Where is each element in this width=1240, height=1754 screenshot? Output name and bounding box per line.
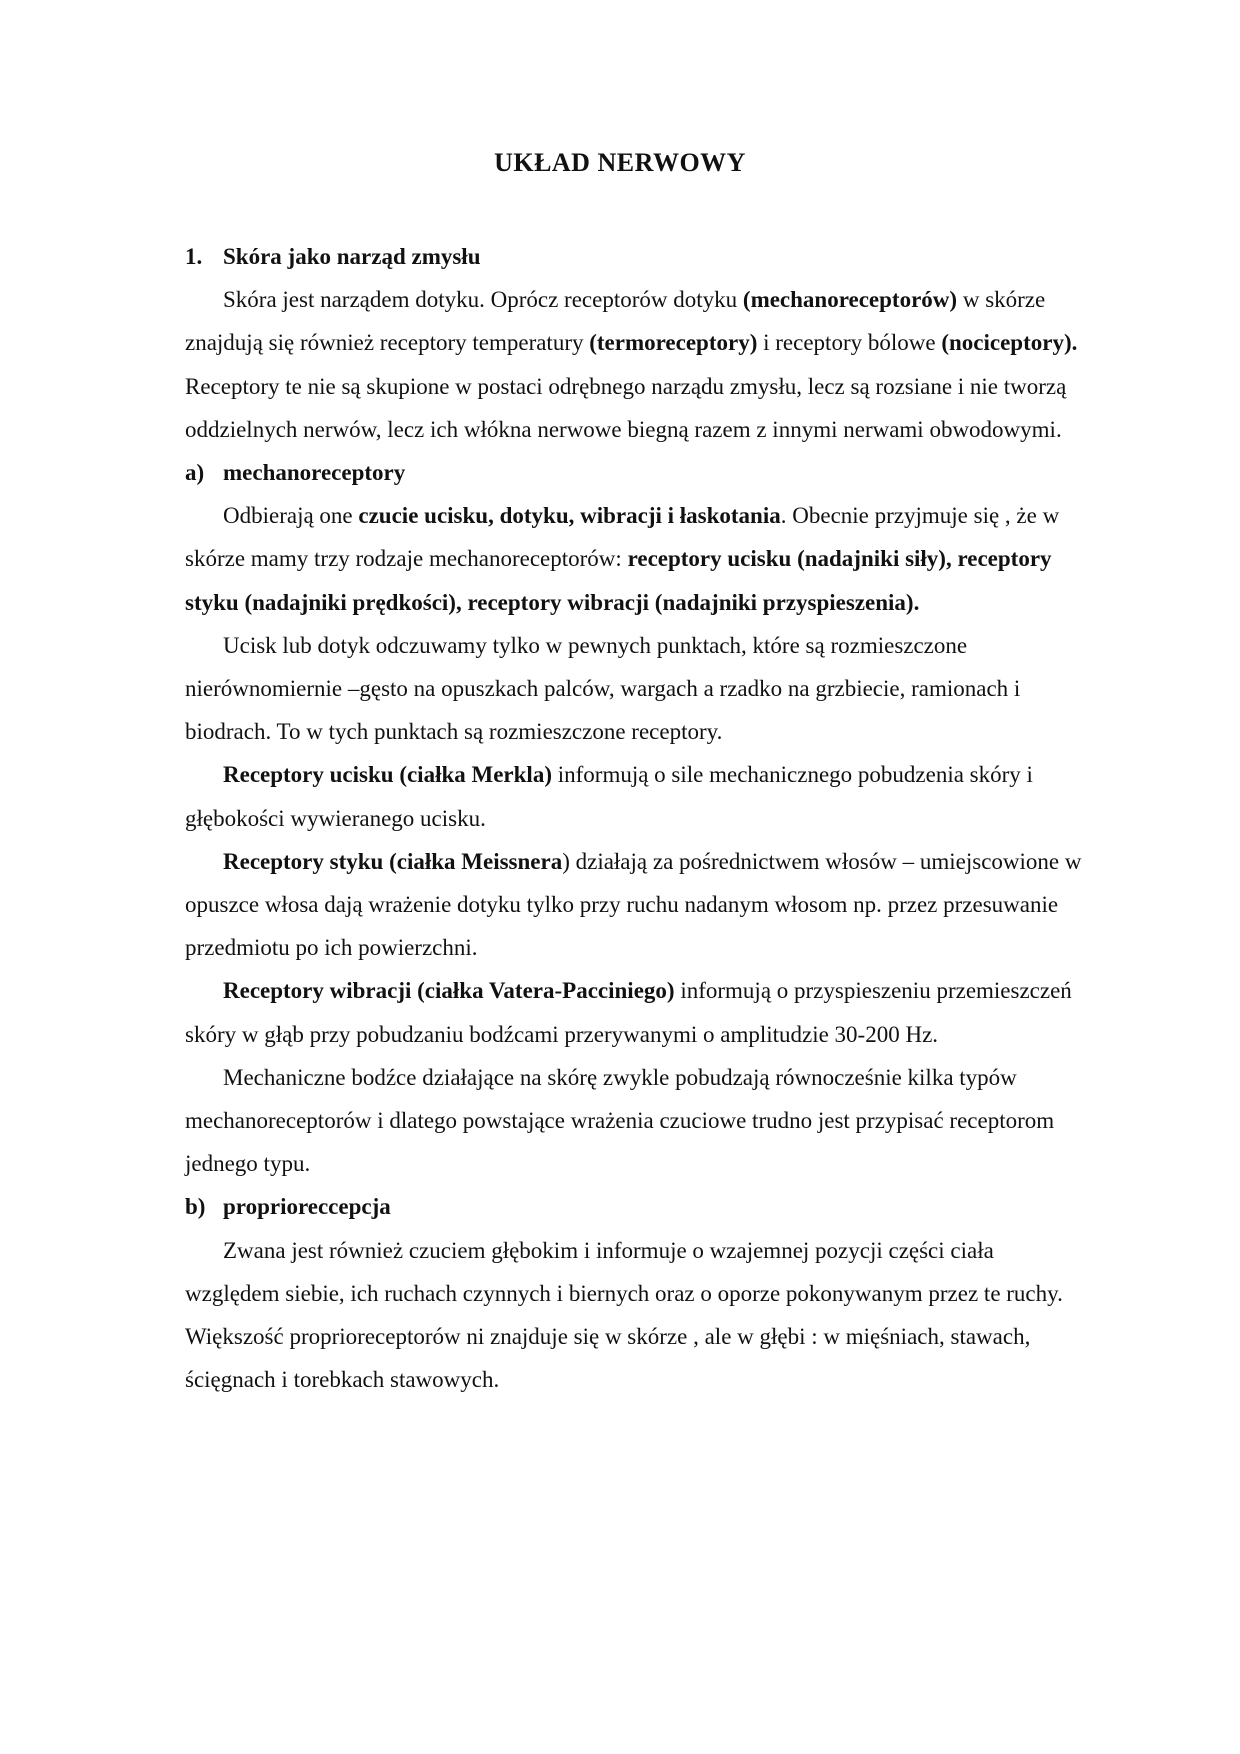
text-run: Odbierają one xyxy=(223,503,359,529)
section-title: Skóra jako narząd zmysłu xyxy=(223,244,481,269)
paragraph xyxy=(185,753,1090,839)
text-run: Receptory te nie są skupione w postaci odrębnego narządu zmysłu, lecz są rozsiane i nie tworzą oddzielnych nerwów, lecz ich włókna nerwowe biegną razem z innymi nerwami obwodowymi. xyxy=(185,373,1067,442)
section-heading-a xyxy=(185,451,1090,494)
text-run: w skórze znajdują się również receptory temperatury xyxy=(185,287,1046,356)
section-number: 1. xyxy=(185,244,203,269)
text-run: informują o sile mechanicznego pobudzenia skóry i głębokości wywieranego ucisku. xyxy=(185,762,1033,831)
document-body xyxy=(185,235,1090,1401)
bold-term: Receptory styku (ciałka Meissnera xyxy=(223,848,563,874)
section-title: mechanoreceptory xyxy=(223,460,406,486)
paragraph xyxy=(185,969,1090,1055)
paragraph xyxy=(185,840,1090,970)
section-heading-1 xyxy=(185,235,1090,278)
text-run: Skóra jest narządem dotyku. Oprócz receptorów dotyku xyxy=(223,287,743,313)
bold-term: Receptory ucisku (ciałka Merkla) xyxy=(223,762,552,788)
section-title: proprioreccepcja xyxy=(223,1194,391,1220)
text-run: i receptory bólowe xyxy=(757,330,942,356)
text-run: informują o przyspieszeniu przemieszczeń skóry w głąb przy pobudzaniu bodźcami przerywanymi o amplitudzie 30-200 Hz. xyxy=(185,978,1072,1047)
section-number: b) xyxy=(185,1194,206,1220)
paragraph: Mechaniczne bodźce działające na skórę zwykle pobudzają równocześnie kilka typów mechanoreceptorów i dlatego powstające wrażenia czuciowe trudno jest przypisać receptorom jednego typu. xyxy=(185,1064,1055,1177)
section-number: a) xyxy=(185,460,205,486)
bold-term: (nociceptory). xyxy=(941,330,1078,356)
section-heading-b xyxy=(185,1185,1090,1228)
text-run: ) działają za pośrednictwem włosów – umiejscowione w opuszce włosa dają wrażenie dotyku tylko przy ruchu nadanym włosom np. przez przesuwanie przedmiotu po ich powierzchni. xyxy=(185,848,1082,961)
paragraph xyxy=(185,494,1090,624)
bold-term: Receptory wibracji (ciałka Vatera-Pacciniego) xyxy=(223,978,675,1004)
bold-term: (mechanoreceptorów) xyxy=(742,287,958,313)
paragraph: Zwana jest również czuciem głębokim i informuje o wzajemnej pozycji części ciała względem siebie, ich ruchach czynnych i biernych oraz o oporze pokonywanym przez te ruchy. Większość proprioreceptorów ni znajduje się w skórze , ale w głębi : w mięśniach, stawach, ścięgnach i torebkach stawowych. xyxy=(185,1237,1063,1393)
paragraph: Ucisk lub dotyk odczuwamy tylko w pewnych punktach, które są rozmieszczone nierównomiernie –gęsto na opuszkach palców, wargach a rzadko na grzbiecie, ramionach i biodrach. To w tych punktach są rozmieszczone receptory. xyxy=(185,632,1021,745)
bold-term: czucie ucisku, dotyku, wibracji i łaskotania xyxy=(358,503,781,529)
bold-term: (termoreceptory) xyxy=(589,330,758,356)
page-title: UKŁAD NERWOWY xyxy=(494,148,746,177)
bold-term: receptory ucisku (nadajniki siły), receptory styku (nadajniki prędkości), receptory wibracji (nadajniki przyspieszenia). xyxy=(185,546,1052,615)
paragraph xyxy=(185,278,1090,451)
text-run: . Obecnie przyjmuje się , że w skórze mamy trzy rodzaje mechanoreceptorów: xyxy=(185,503,1060,572)
